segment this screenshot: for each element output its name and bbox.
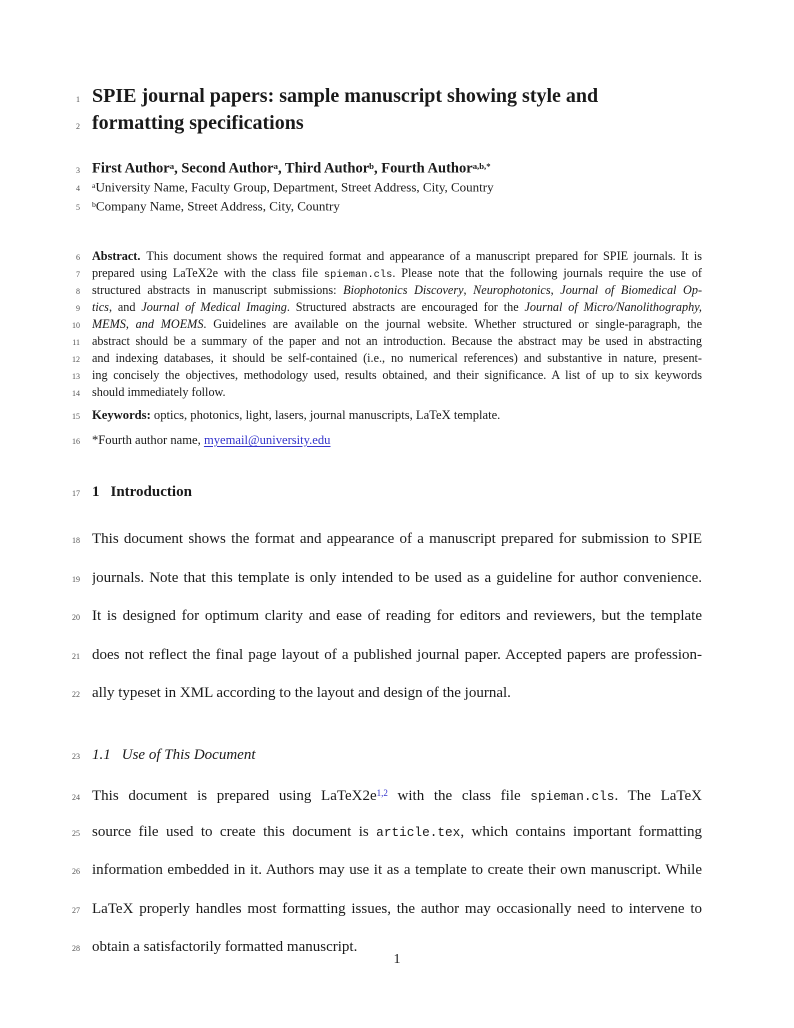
page-number: 1 [393,952,401,967]
line-number: 12 [72,355,80,364]
text-line [0,350,794,367]
line-text [92,299,702,316]
line-text [92,647,702,665]
line-text [92,196,702,215]
text-segment: This document is prepared using LaTeX2e [92,787,377,803]
affiliations [0,177,794,215]
text-segment: , Third Author [277,160,370,177]
text-line [0,432,794,450]
line-text [92,316,702,333]
text-line [0,746,794,766]
text-line [0,785,794,803]
line-text [92,785,702,803]
line-number: 8 [76,287,80,296]
text-segment: information embedded in it. Authors may use it as a template to create their own manuscript. While [92,862,702,878]
text-segment: formatting specifications [92,112,304,134]
line-number: 15 [72,412,80,421]
text-line [0,407,794,425]
line-number: 13 [72,372,80,381]
line-text [92,746,702,766]
line-number: 3 [76,165,80,175]
line-number: 5 [76,203,80,213]
text-segment: b [369,161,374,171]
text-line [0,157,794,177]
text-segment: , [550,283,561,297]
line-number: 2 [76,122,80,131]
line-text [92,608,702,626]
line-number: 1 [76,95,80,104]
text-segment: *Fourth author name, [92,433,204,447]
line-number: 20 [72,613,80,622]
text-segment: Use of This Document [121,747,256,763]
text-line [0,248,794,265]
text-segment: and indexing databases, it should be self-contained (i.e., no numerical references) and substantive in nature, present- [92,351,702,365]
text-segment: Journal of Micro/Nanolithography, [524,300,702,314]
text-line [0,333,794,350]
text-line [0,483,794,503]
text-segment: This document shows the required format and appearance of a manuscript prepared for SPIE journals. It is [146,249,702,263]
text-segment: Introduction [110,484,192,500]
text-segment: ally typeset in XML according to the layout and design of the journal. [92,685,511,701]
text-segment: spieman.cls [530,788,615,803]
text-segment: Abstract. [92,249,141,263]
text-line [0,647,794,665]
line-text [92,367,702,384]
text-segment: abstract should be a summary of the paper and not an introduction. Because the abstract may be used in abstracting [92,334,702,348]
line-text [92,432,702,450]
text-line [0,901,794,919]
text-segment: article.tex [376,824,461,840]
line-text [92,248,702,265]
line-number: 6 [76,253,80,262]
line-number: 25 [72,828,80,838]
text-segment: University Name, Faculty Group, Department, Street Address, City, Country [95,179,494,195]
line-text [92,824,702,842]
text-line [0,570,794,588]
text-segment: does not reflect the final page layout of a published journal paper. Accepted papers are profession- [92,646,702,663]
text-segment: Journal of Biomedical Op- [560,283,702,297]
text-segment: obtain a satisfactorily formatted manuscript. [92,939,358,955]
author-note [0,432,794,450]
text-line [0,862,794,880]
text-segment: . The LaTeX [614,787,702,803]
text-segment: 1 [92,484,100,500]
text-segment: 1.1 [92,747,111,763]
line-number: 10 [72,321,80,330]
line-text [92,84,702,111]
text-segment: with the class file [387,787,531,803]
line-text [92,685,702,703]
intro-paragraph-1 [0,531,794,703]
text-segment: Keywords: [92,408,151,422]
text-line [0,608,794,626]
line-text [92,570,702,588]
line-text [92,384,702,401]
text-segment: MEMS, and MOEMS [92,317,204,331]
line-text [92,901,702,919]
section-heading-introduction [0,483,794,503]
text-segment: . Guidelines are available on the journal website. Whether structured or single-paragraph, the [203,317,702,331]
text-segment: prepared using LaTeX2e with the class file [92,266,324,280]
text-segment: journals. Note that this template is only intended to be used as a guideline for author convenience. [92,569,702,586]
abstract [0,248,794,401]
text-segment: , Fourth Author [373,160,473,177]
text-segment: LaTeX properly handles most formatting issues, the author may occasionally need to intervene to [92,900,702,917]
line-number: 11 [72,338,80,347]
text-segment: source file used to create this document is [92,823,377,840]
text-line [0,265,794,282]
text-line [0,531,794,549]
text-segment: should immediately follow. [92,385,226,399]
text-segment: structured abstracts in manuscript submissions: [92,283,344,297]
text-segment: , which contains important formatting [460,823,702,840]
line-text [92,157,702,177]
paper-title [0,84,794,138]
line-text [92,333,702,350]
citation-link[interactable]: 1,2 [376,788,388,798]
text-segment: Neurophotonics [473,283,551,297]
text-segment: a [273,161,278,171]
text-segment: SPIE journal papers: sample manuscript showing style and [92,85,599,107]
text-line [0,316,794,333]
line-text [92,407,702,425]
text-segment: . Please note that the following journals require the use of [392,266,702,280]
text-line [0,84,794,111]
line-text [92,350,702,367]
text-segment: , [463,283,474,297]
text-segment: , and [108,300,142,314]
text-segment: b [92,200,96,209]
text-line [0,367,794,384]
text-segment: Journal of Medical Imaging [141,300,287,314]
text-segment: spieman.cls [323,269,393,281]
text-line [0,282,794,299]
text-line [0,299,794,316]
line-number: 18 [72,536,80,545]
line-number: 4 [76,184,80,194]
text-line [0,196,794,215]
line-text [92,282,702,299]
line-text [92,531,702,549]
line-text [92,265,702,282]
text-segment: Biophotonics Discovery [343,283,464,297]
text-line [0,685,794,703]
text-segment: It is designed for optimum clarity and ease of reading for editors and reviewers, but the template [92,608,702,624]
text-segment: tics [92,300,109,314]
line-number: 19 [72,574,80,584]
text-segment: , Second Author [174,160,274,177]
line-number: 26 [72,867,80,876]
text-segment: a,b,* [472,161,491,171]
line-number: 22 [72,690,80,699]
line-number: 21 [72,651,80,661]
line-number: 14 [72,389,80,398]
line-text [92,111,702,138]
text-segment: optics, photonics, light, lasers, journal manuscripts, LaTeX template. [150,408,501,422]
text-segment: a [92,181,96,190]
line-number: 16 [72,437,80,446]
line-number: 9 [76,304,80,313]
line-text [92,862,702,880]
text-segment: a [169,161,175,171]
line-number: 24 [72,792,80,802]
line-text [92,483,702,503]
line-number: 23 [72,752,80,761]
line-number: 7 [76,270,80,279]
email-link[interactable]: myemail@university.edu [203,433,331,447]
text-line [0,177,794,196]
text-segment: First Author [92,160,170,177]
text-line [0,111,794,138]
keywords [0,407,794,425]
line-number: 28 [72,944,80,953]
line-number: 27 [72,905,80,915]
text-segment: . Structured abstracts are encouraged for the [286,300,525,314]
text-segment: ing concisely the objectives, methodology used, results obtained, and their significance. A list of up to six keywords [92,368,702,382]
line-text [92,177,702,196]
text-line [0,384,794,401]
intro-paragraph-2 [0,785,794,957]
line-number: 17 [72,489,80,498]
text-line [0,824,794,842]
subsection-heading-use-of-this-document [0,746,794,766]
text-segment: Company Name, Street Address, City, Country [95,198,340,214]
text-segment: This document shows the format and appearance of a manuscript prepared for submission to SPIE [92,531,702,547]
authors-line [0,157,794,177]
